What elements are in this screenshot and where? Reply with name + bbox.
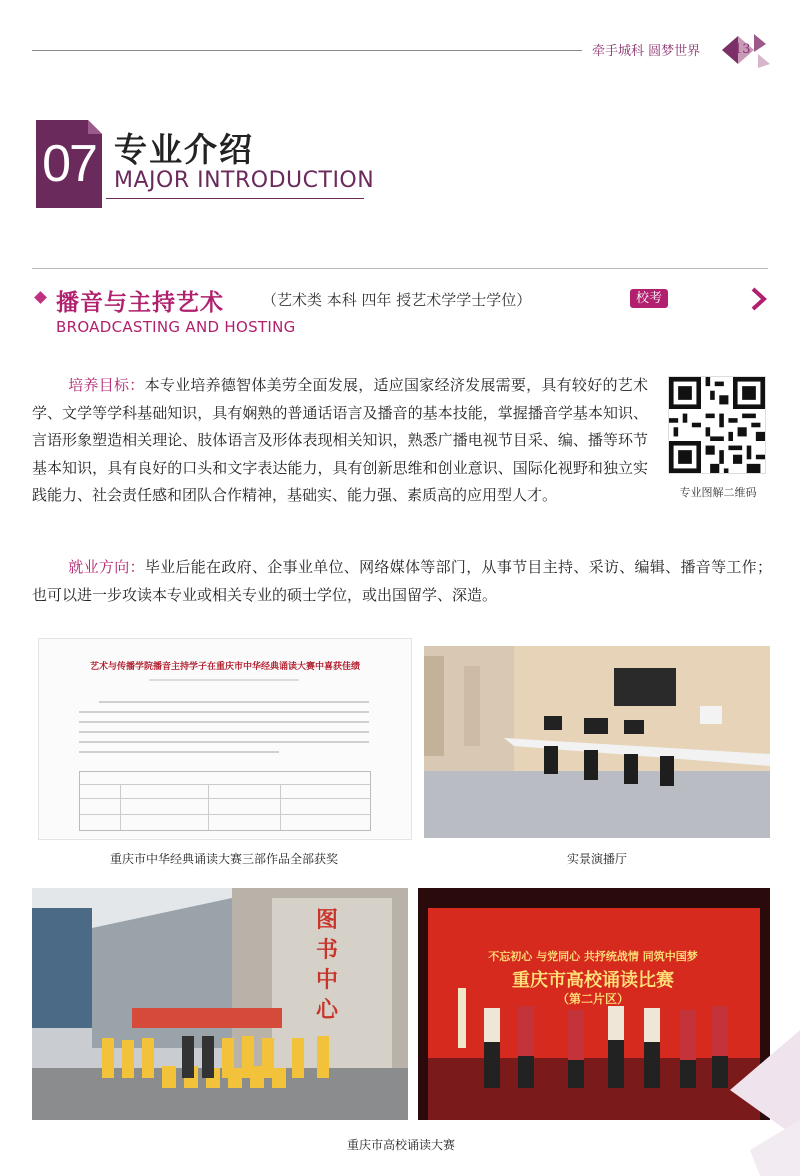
- stage-subtitle: （第二片区）: [556, 992, 629, 1006]
- major-info: （艺术类 本科 四年 授艺术学学士学位）: [262, 291, 532, 309]
- news-document-photo: [38, 638, 412, 840]
- chevron-right-icon: [750, 286, 768, 312]
- employment-label: 就业方向：: [68, 558, 145, 576]
- header-slogan: 牵手城科 圆梦世界: [592, 44, 701, 59]
- contest-caption: 重庆市高校诵读大赛: [346, 1138, 455, 1152]
- chapter-underline: [106, 198, 364, 199]
- header-rule: [32, 50, 582, 51]
- major-name-cn: 播音与主持艺术: [56, 290, 224, 316]
- chapter-number: 07: [42, 135, 96, 193]
- group-photo: [32, 888, 408, 1120]
- decorative-triangles-icon: [690, 1030, 800, 1176]
- studio-photo: [424, 646, 770, 838]
- exam-badge: 校考: [630, 289, 668, 308]
- studio-scene-image: [424, 646, 770, 838]
- building-sign: 图书中心: [316, 908, 339, 1023]
- employment-text: 毕业后能在政府、企事业单位、网络媒体等部门，从事节目主持、采访、编辑、播音等工作；也可以进一步攻读本专业或相关专业的硕士学位，或出国留学、深造。: [32, 558, 772, 604]
- stage-slogan: 不忘初心 与党同心 共抒统战情 同筑中国梦: [488, 950, 698, 963]
- chapter-title-cn: 专业介绍: [114, 130, 254, 169]
- major-name-en: BROADCASTING AND HOSTING: [56, 318, 296, 336]
- training-text: 本专业培养德智体美劳全面发展，适应国家经济发展需要，具有较好的艺术学、文学等学科基础知识，具有娴熟的普通话语言及播音的基本技能，掌握播音学基本知识、言语形象塑造相关理论、肢体语言及形体表现相关知识，熟悉广播电视节目采、编、播等环节基本知识，具有良好的口头和文字表达能力，具有创新思维和创业意识、国际化视野和独立实践能力、社会责任感和团队合作精神，基础实、能力强、素质高的应用型人才。: [32, 376, 648, 504]
- studio-caption: 实景演播厅: [566, 852, 627, 866]
- qr-caption: 专业图解二维码: [679, 486, 757, 499]
- corner-fold-icon: [88, 120, 102, 134]
- section-rule: [32, 268, 768, 269]
- stage-title: 重庆市高校诵读比赛: [512, 970, 674, 991]
- qr-code-image[interactable]: [668, 376, 766, 474]
- diamond-bullet-icon: [34, 291, 47, 304]
- doc-title: 艺术与传播学院播音主持学子在重庆市中华经典诵读大赛中喜获佳绩: [89, 662, 360, 672]
- employment-paragraph: [32, 554, 772, 609]
- training-label: 培养目标：: [68, 376, 145, 394]
- training-paragraph: [32, 372, 648, 510]
- page-number: 13: [734, 42, 751, 57]
- chapter-title-en: MAJOR INTRODUCTION: [114, 168, 375, 193]
- group-scene-image: [32, 888, 408, 1120]
- doc-caption: 重庆市中华经典诵读大赛三部作品全部获奖: [109, 852, 338, 866]
